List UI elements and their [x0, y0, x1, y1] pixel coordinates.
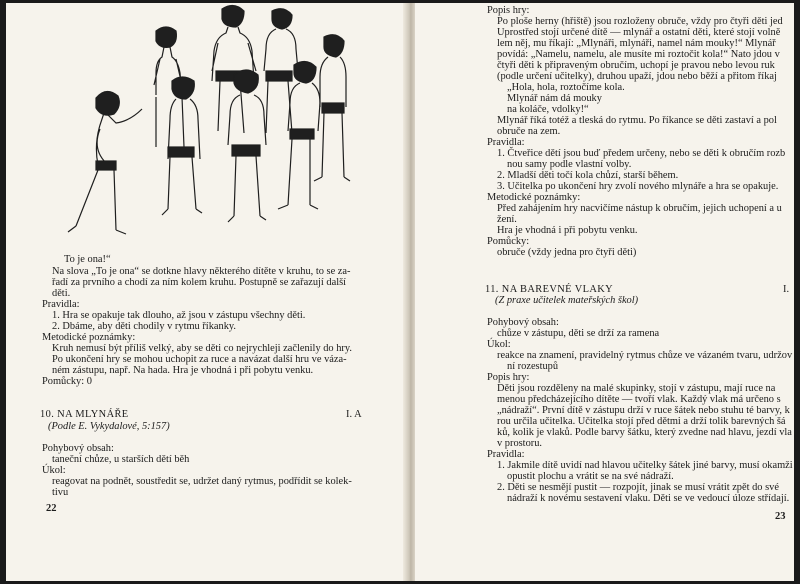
section-title: 11. NA BAREVNÉ VLAKY [485, 284, 614, 295]
text-line: obruče na zem. [497, 126, 561, 137]
text-line: To je ona!“ [64, 254, 111, 265]
left-page [6, 3, 404, 581]
section-title: 10. NA MLYNÁŘE [40, 409, 129, 420]
text-line: Kruh nemusí být příliš velký, aby se děti co nejrychleji začlenily do hry. [52, 343, 352, 354]
list-item: opustit plochu a vrátit se na své nádraží. [507, 471, 674, 482]
subheading: Pravidla: [42, 299, 80, 310]
subheading: Pomůcky: 0 [42, 376, 92, 387]
text-line: povídá: „Namelu, namelu, ale musíte mi roztočit kola!“ Nato jdou v [497, 49, 780, 60]
section-source: (Z praxe učitelek mateřských škol) [495, 295, 639, 306]
subheading: Metodické poznámky: [42, 332, 136, 343]
text-line: řadí za prvního a chodí za ním kolem kruhu. Postupně se zařazují další [52, 277, 347, 288]
text-line: Hra je vhodná i při pobytu venku. [497, 225, 638, 236]
book-spread [6, 3, 794, 581]
list-item: 2. Dbáme, aby děti chodily v rytmu říkanky. [52, 321, 237, 332]
text-line: Po ukončení hry se mohou uchopit za ruce a navázat další hru ve váza- [52, 354, 347, 365]
text-line: Před zahájením hry nacvičíme nástup k obručím, jejich uchopení a u [497, 203, 782, 214]
text-line: lem něj, mu říkají: „Mlynáři, mlynáři, namel nám mouky!“ Mlynář [497, 38, 776, 49]
text-line: taneční chůze, u starších dětí běh [52, 454, 190, 465]
text-line: chůze v zástupu, děti se drží za ramena [497, 328, 660, 339]
subheading: Úkol: [487, 339, 511, 350]
subheading: Pomůcky: [487, 236, 530, 247]
list-item: nádraží k novému sestavení vlaku. Děti se ve vedoucí úloze střídají. [507, 493, 790, 504]
text-line: „nádraží“. První dítě v zástupu drží v ruce šátek nebo stuhu té barvy, k [497, 405, 790, 416]
list-item: nou samy podle vlastní volby. [507, 159, 632, 170]
page-number: 22 [46, 503, 57, 514]
text-line: reakce na znamení, pravidelný rytmus chůze ve vázaném tvaru, udržov [497, 350, 793, 361]
text-line: žení. [497, 214, 517, 225]
text-line: Na slova „To je ona“ se dotkne hlavy některého dítěte v kruhu, to se za- [52, 266, 351, 277]
right-page [415, 3, 794, 581]
text-line: ném zástupu, např. Na hada. Hra je vhodná i při pobytu venku. [52, 365, 314, 376]
list-item: 1. Hra se opakuje tak dlouho, až jsou v zástupu všechny děti. [52, 310, 306, 321]
text-line: Mlynář říká totéž a tleská do rytmu. Po říkance se děti zastaví a pol [497, 115, 777, 126]
subheading: Popis hry: [487, 5, 530, 16]
text-line: rou určila učitelka. Učitelka stojí před dětmi a drží tolik barevných šá [497, 416, 786, 427]
page-number: 23 [775, 511, 786, 522]
rhyme-line: „Hola, hola, roztočíme kola. [507, 82, 625, 93]
text-line: Uprostřed stojí určené dítě — mlynář a ostatní děti, které stojí volně [497, 27, 781, 38]
text-line: v prostoru. [497, 438, 543, 449]
text-line: menou předcházejícího dítěte — tvoří vlak. Každý vlak má určeno s [497, 394, 781, 405]
subheading: Pravidla: [487, 449, 525, 460]
text-line: Po ploše herny (hřiště) jsou rozloženy obruče, vždy pro čtyři děti jed [497, 16, 783, 27]
rhyme-line: Mlynář nám dá mouky [507, 93, 602, 104]
children-circle-illustration [56, 3, 376, 253]
list-item: 1. Čtveřice dětí jsou buď předem určeny, nebo se děti k obručím rozb [497, 148, 786, 159]
text-line: reagovat na podnět, soustředit se, udržet daný rytmus, podřídit se kolek- [52, 476, 352, 487]
text-line: čtyři děti k připraveným obručím, uchopí je pravou nebo levou ruk [497, 60, 775, 71]
text-line: obruče (vždy jedna pro čtyři děti) [497, 247, 637, 258]
subheading: Úkol: [42, 465, 66, 476]
section-grade: I. A [346, 409, 362, 420]
subheading: Metodické poznámky: [487, 192, 581, 203]
text-line: ní rozestupů [507, 361, 559, 372]
text-line: tivu [52, 487, 69, 498]
list-item: 3. Učitelka po ukončení hry zvolí nového mlynáře a hra se opakuje. [497, 181, 779, 192]
text-line: Děti jsou rozděleny na malé skupinky, stojí v zástupu, mají ruce na [497, 383, 776, 394]
subheading: Pravidla: [487, 137, 525, 148]
section-grade: I. [783, 284, 790, 295]
section-source: (Podle E. Vykydalové, 5:157) [48, 421, 170, 432]
subheading: Pohybový obsah: [487, 317, 559, 328]
list-item: 2. Mladší děti točí kola chůzí, starší během. [497, 170, 679, 181]
text-line: děti. [52, 288, 71, 299]
list-item: 1. Jakmile dítě uvidí nad hlavou učitelky šátek jiné barvy, musí okamži [497, 460, 793, 471]
subheading: Popis hry: [487, 372, 530, 383]
list-item: 2. Děti se nesmějí pustit — rozpojít, jinak se musí vrátit zpět do své [497, 482, 779, 493]
text-line: (podle určení učitelky), druhou upaží, jdou nebo běží a přitom říkaj [497, 71, 777, 82]
text-line: ků, kolik je vlaků. Podle barvy šátku, který zvedne nad hlavu, jezdí vla [497, 427, 792, 438]
subheading: Pohybový obsah: [42, 443, 114, 454]
rhyme-line: na koláče, vdolky!“ [507, 104, 589, 115]
